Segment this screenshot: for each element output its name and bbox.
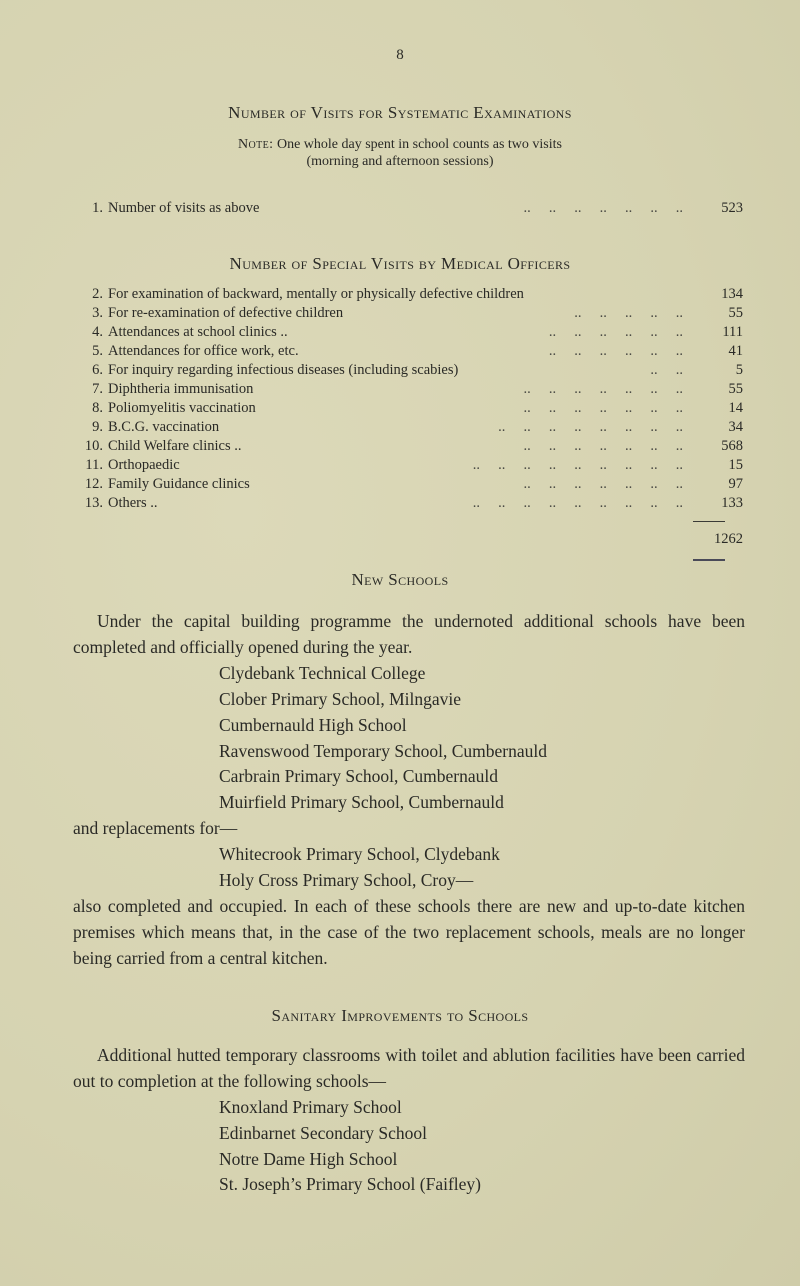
- total-row: [73, 530, 743, 548]
- table-row: [73, 323, 743, 341]
- note: [0, 136, 800, 153]
- row-label: Orthopaedic: [108, 457, 180, 473]
- row-label: For re-examination of defective children: [108, 305, 344, 321]
- row-number: 2.: [92, 286, 103, 302]
- leader-dots: .. .. .. .. .. .. .. .. ..: [472, 457, 683, 473]
- note-label: Note:: [238, 137, 274, 152]
- table-row: [73, 494, 743, 512]
- list-item: Muirfield Primary School, Cumbernauld: [219, 792, 504, 812]
- sanitary-intro: Additional hutted temporary classrooms with toilet and ablution facilities have been carried out to completion at the following schools—: [73, 1045, 745, 1091]
- list-item: Clydebank Technical College: [219, 663, 426, 683]
- section-title-systematic-examinations: Number of Visits for Systematic Examinations: [228, 103, 572, 122]
- list-item: Holy Cross Primary School, Croy—: [219, 870, 474, 890]
- row-number: 12.: [84, 476, 103, 492]
- note-line-2: (morning and afternoon sessions): [306, 154, 494, 169]
- table-row: [73, 342, 743, 360]
- leader-dots: .. ..: [650, 362, 683, 378]
- row-number: 4.: [92, 324, 103, 340]
- row-number: 7.: [92, 381, 103, 397]
- leader-dots: .. .. .. .. .. ..: [548, 324, 683, 340]
- row-label: Poliomyelitis vaccination: [108, 400, 256, 416]
- leader-dots: .. .. .. .. .. .. ..: [523, 438, 683, 454]
- table-row: [73, 304, 743, 322]
- list-item: Ravenswood Temporary School, Cumbernauld: [219, 741, 547, 761]
- table-row: [73, 456, 743, 474]
- row-label: Child Welfare clinics ..: [108, 438, 242, 454]
- list-item: Cumbernauld High School: [219, 715, 407, 735]
- row-value: 15: [728, 457, 743, 473]
- row-value: 55: [728, 381, 743, 397]
- new-schools-closing: also completed and occupied. In each of these schools there are new and up-to-date kitchen premises which means that, in the case of the two replacement schools, meals are no longer being carried from a central kitchen.: [73, 896, 745, 968]
- table-row: [73, 437, 743, 455]
- row-value: 134: [721, 286, 743, 302]
- row-label: Family Guidance clinics: [108, 476, 250, 492]
- list-item: Edinbarnet Secondary School: [219, 1123, 428, 1143]
- total-double-rule: [693, 559, 725, 561]
- row-value: 5: [735, 362, 743, 378]
- row-value: 523: [721, 200, 743, 216]
- row-number: 8.: [92, 400, 103, 416]
- list-item: Knoxland Primary School: [219, 1097, 402, 1117]
- list-item: Notre Dame High School: [219, 1149, 398, 1169]
- list-item: St. Joseph’s Primary School (Faifley): [219, 1174, 481, 1194]
- row-number: 11.: [85, 457, 103, 473]
- row-value: 568: [721, 438, 743, 454]
- new-schools-intro: Under the capital building programme the undernoted additional schools have been completed and officially opened during the year.: [73, 611, 745, 657]
- list-item: Clober Primary School, Milngavie: [219, 689, 462, 709]
- subtotal-rule: [693, 521, 725, 522]
- list-item: Carbrain Primary School, Cumbernauld: [219, 766, 498, 786]
- page-number: 8: [396, 47, 404, 63]
- row-number: 5.: [92, 343, 103, 359]
- note-line-1: One whole day spent in school counts as two visits: [276, 137, 562, 152]
- table-row: [73, 399, 743, 417]
- row-number: 13.: [84, 495, 103, 511]
- row-label: Attendances at school clinics ..: [108, 324, 288, 340]
- row-label: For inquiry regarding infectious diseases (including scabies): [108, 362, 459, 378]
- row-number: 1.: [92, 200, 103, 216]
- row-label: Attendances for office work, etc.: [108, 343, 299, 359]
- table-row: [73, 199, 743, 217]
- table-row: [73, 418, 743, 436]
- row-label: B.C.G. vaccination: [108, 419, 220, 435]
- row-number: 3.: [92, 305, 103, 321]
- section-title-sanitary-improvements: Sanitary Improvements to Schools: [271, 1006, 529, 1025]
- row-label: Diphtheria immunisation: [108, 381, 254, 397]
- row-number: 6.: [92, 362, 103, 378]
- leader-dots: .. .. .. .. .. .. .. .. ..: [472, 495, 683, 511]
- leader-dots: .. .. .. .. ..: [574, 305, 683, 321]
- table-row: [73, 285, 743, 303]
- row-number: 10.: [84, 438, 103, 454]
- leader-dots: .. .. .. .. .. ..: [548, 343, 683, 359]
- replacements-label: and replacements for—: [73, 818, 238, 838]
- section-title-new-schools: New Schools: [351, 570, 449, 589]
- row-value: 41: [728, 343, 743, 359]
- row-number: 9.: [92, 419, 103, 435]
- leader-dots: .. .. .. .. .. .. ..: [523, 381, 683, 397]
- row-label: Number of visits as above: [108, 200, 260, 216]
- row-value: 55: [728, 305, 743, 321]
- row-value: 111: [722, 324, 743, 340]
- leader-dots: .. .. .. .. .. .. ..: [523, 476, 683, 492]
- leader-dots: .. .. .. .. .. .. .. ..: [498, 419, 683, 435]
- list-item: Whitecrook Primary School, Clydebank: [219, 844, 500, 864]
- row-label: For examination of backward, mentally or physically defective children: [108, 286, 524, 302]
- row-value: 14: [728, 400, 743, 416]
- row-label: Others ..: [108, 495, 158, 511]
- row-value: 133: [721, 495, 743, 511]
- table-row: [73, 380, 743, 398]
- row-value: 97: [728, 476, 743, 492]
- section-title-special-visits: Number of Special Visits by Medical Officers: [229, 254, 571, 273]
- leader-dots: .. .. .. .. .. .. ..: [523, 400, 683, 416]
- table-row: [73, 475, 743, 493]
- total-value: 1262: [714, 531, 743, 547]
- table-row: [73, 361, 743, 379]
- leader-dots: .. .. .. .. .. .. ..: [523, 200, 683, 216]
- row-value: 34: [728, 419, 743, 435]
